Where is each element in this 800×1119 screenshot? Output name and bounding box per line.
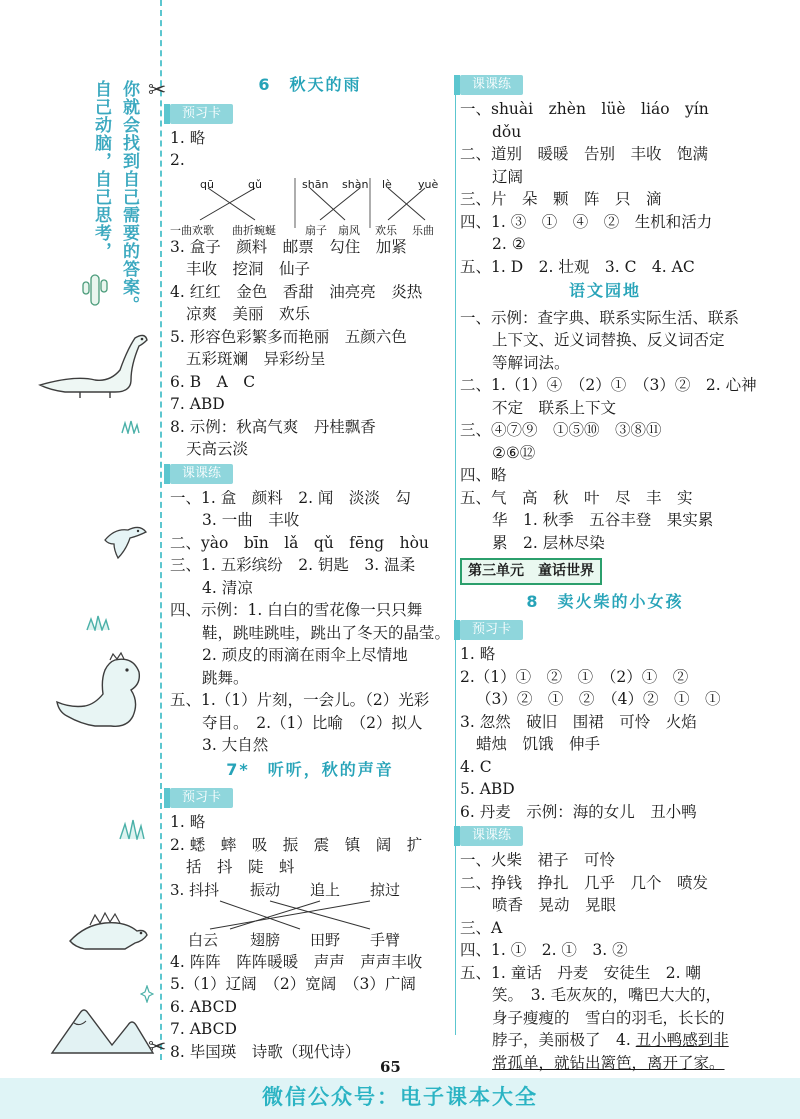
- answer-line: 一、火柴 裙子 可怜: [460, 851, 616, 869]
- pinyin-matching-exercise: [170, 174, 450, 237]
- answer-text: 脖子，美丽极了 4.: [492, 1031, 636, 1049]
- answer-line: 不定 联系上下文: [492, 398, 617, 417]
- answer-line: 五彩斑斓 异彩纷呈: [186, 350, 326, 368]
- answer-line: 天高云淡: [186, 440, 249, 458]
- answer-line: 2.: [170, 151, 185, 169]
- footer-text: 微信公众号：电子课本大全: [262, 1085, 538, 1109]
- word-option: 乐曲: [412, 223, 434, 237]
- grass-tuft-icon-3: [118, 818, 146, 840]
- answer-line: 3. 忽然 破旧 围裙 可怜 火焰: [460, 712, 697, 731]
- answer-line: [460, 1052, 750, 1075]
- answer-line: 1. 略: [170, 813, 206, 831]
- lesson-8-title: 8 卖火柴的小女孩: [526, 591, 684, 611]
- pterosaur-illustration: [100, 520, 150, 565]
- answer-line: 三、④⑦⑨ ①⑤⑩ ③⑧⑪: [460, 421, 662, 439]
- cut-line: [160, 0, 162, 1060]
- match-bottom-word: 田野: [310, 930, 341, 949]
- answer-line: 蜡烛 饥饿 伸手: [476, 735, 601, 753]
- answer-line: 4. C: [460, 757, 492, 776]
- unit-3-heading: 第三单元 童话世界: [460, 558, 602, 585]
- answer-line: 3. 大自然: [202, 736, 269, 754]
- pinyin-option: shàn: [342, 177, 369, 191]
- answer-line: 7. ABCD: [170, 1020, 237, 1038]
- answer-line: 四、1. ① 2. ① 3. ②: [460, 941, 628, 959]
- match-top-word: 掠过: [370, 880, 401, 899]
- answer-line: 5. 形容色彩繁多而艳丽 五颜六色: [170, 327, 407, 346]
- tag-preview: 预习卡: [170, 104, 233, 124]
- word-option: 一曲欢歌: [170, 223, 214, 237]
- dinosaur-longneck-illustration: [35, 330, 155, 400]
- answer-line: 华 1. 秋季 五谷丰登 果实累: [492, 511, 714, 529]
- answer-line: 三、A: [460, 918, 503, 937]
- scissors-bottom-icon: ✂: [148, 1035, 167, 1060]
- match-top-word: 3. 抖抖: [170, 880, 220, 899]
- answer-line: 3. 盒子 颜料 邮票 勾住 加紧: [170, 237, 407, 256]
- answer-line: （3）② ① ② （4）② ① ①: [476, 690, 721, 708]
- pinyin-option: lè: [382, 177, 392, 191]
- match-bottom-word: 手臂: [370, 930, 401, 949]
- answer-line: 跳舞。: [202, 668, 249, 687]
- answer-line: 累 2. 层林尽染: [492, 533, 605, 552]
- slogan-line-2: 自己动脑，自己思考，: [91, 80, 111, 260]
- answer-line: 四、1. ③ ① ④ ② 生机和活力: [460, 212, 713, 231]
- pinyin-option: yuè: [418, 177, 439, 191]
- answer-line: 6. ABCD: [170, 997, 237, 1016]
- answer-line: 等解词法。: [492, 353, 570, 372]
- answer-line: 2. 顽皮的雨滴在雨伞上尽情地: [202, 646, 408, 664]
- pinyin-option: qū: [200, 177, 214, 191]
- answer-line: 喷香 晃动 晃眼: [492, 896, 617, 914]
- answer-line: 五、气 高 秋 叶 尽 丰 实: [460, 488, 693, 507]
- grass-tuft-icon-2: [85, 615, 111, 631]
- answer-line: 6. B A C: [170, 372, 256, 391]
- answer-line: 身子瘦瘦的 雪白的羽毛，长长的: [492, 1008, 725, 1027]
- answer-line: 鞋，跳哇跳哇，跳出了冬天的晶莹。: [202, 623, 451, 642]
- tag-preview: 预习卡: [170, 788, 233, 808]
- match-top-word: 追上: [310, 880, 341, 899]
- answer-line: 丰收 挖洞 仙子: [186, 260, 311, 278]
- answer-line: 三、片 朵 颗 阵 只 滴: [460, 190, 662, 208]
- answer-line: 5. ABD: [460, 780, 515, 798]
- answer-line: 三、1. 五彩缤纷 2. 钥匙 3. 温柔: [170, 556, 416, 574]
- pinyin-option: qǔ: [248, 177, 262, 191]
- answer-line: 7. ABD: [170, 395, 225, 413]
- dinosaur-standing-illustration: [55, 650, 155, 735]
- column-divider: [455, 75, 456, 1035]
- answer-line: 2.（1）① ② ① （2）① ②: [460, 667, 689, 686]
- answer-line: 一、1. 盒 颜料 2. 闻 淡淡 勾: [170, 488, 411, 507]
- answer-line: 上下文、近义词替换、反义词否定: [492, 331, 725, 349]
- answer-line: 笑。 3. 毛灰灰的，嘴巴大大的，: [492, 986, 721, 1004]
- slogan-line-1: 你就会找到自己需要的答案。: [119, 80, 139, 314]
- answer-line: 二、挣钱 挣扎 几乎 几个 喷发: [460, 873, 709, 892]
- answer-line: dǒu: [492, 122, 522, 141]
- answer-line: 4. 清凉: [202, 578, 253, 597]
- underlined-answer: 丑小鸭感到非: [635, 1031, 729, 1049]
- answer-line: 5.（1）辽阔 （2）宽阔 （3）广阔: [170, 975, 416, 993]
- answer-line: 二、yào bīn lǎ qǔ fēng hòu: [170, 533, 429, 552]
- stegosaurus-illustration: [65, 905, 150, 955]
- lesson-6-title: 6 秋天的雨: [258, 75, 362, 94]
- tag-practice: 课课练: [170, 464, 233, 484]
- lesson-7-title: 7* 听听，秋的声音: [226, 759, 394, 779]
- scissors-top-icon: ✂: [148, 78, 167, 103]
- chinese-garden-title: 语文园地: [568, 281, 641, 300]
- answer-line: 四、略: [460, 466, 507, 484]
- answer-line: 二、1.（1）④ （2）① （3）② 2. 心神: [460, 376, 757, 394]
- answer-line: 8. 毕国瑛 诗歌（现代诗）: [170, 1042, 361, 1061]
- word-option: 扇风: [338, 223, 360, 237]
- cactus-illustration: [80, 270, 110, 310]
- match-bottom-word: 翅膀: [250, 930, 281, 949]
- tag-preview: 预习卡: [460, 620, 523, 640]
- page-number: 65: [380, 1058, 401, 1076]
- answer-line: 6. 丹麦 示例：海的女儿 丑小鸭: [460, 802, 697, 821]
- answer-line: 辽阔: [492, 167, 524, 186]
- word-matching-exercise: [170, 879, 450, 951]
- answer-line: [460, 1029, 750, 1052]
- answer-line: 4. 红红 金色 香甜 油亮亮 炎热: [170, 282, 423, 301]
- match-bottom-word: 白云: [188, 930, 219, 949]
- answer-line: 五、1. D 2. 壮观 3. C 4. AC: [460, 257, 695, 276]
- answer-line: 一、shuài zhèn lüè liáo yín: [460, 100, 709, 118]
- answer-line: 凉爽 美丽 欢乐: [186, 305, 311, 323]
- mountains-illustration: [50, 995, 155, 1055]
- answer-line: 二、道别 暖暖 告别 丰收 饱满: [460, 145, 709, 163]
- pinyin-option: shān: [302, 177, 329, 191]
- answer-line: 8. 示例：秋高气爽 丹桂飘香: [170, 417, 376, 436]
- answer-line: ②⑥⑫: [492, 443, 536, 462]
- answer-line: 2. 蟋 蟀 吸 振 震 镇 阔 扩: [170, 835, 423, 854]
- answer-line: 四、示例：1. 白白的雪花像一只只舞: [170, 601, 423, 619]
- answer-line: 五、1.（1）片刻，一会儿。（2）光彩: [170, 691, 430, 709]
- answer-line: 2. ②: [492, 235, 526, 253]
- answer-line: 3. 一曲 丰收: [202, 511, 300, 529]
- right-column: [460, 72, 757, 1074]
- answer-line: 4. 阵阵 阵阵暖暖 声声 声声丰收: [170, 952, 423, 971]
- word-option: 扇子: [305, 223, 327, 237]
- match-top-word: 振动: [250, 880, 281, 899]
- tag-practice: 课课练: [460, 75, 523, 95]
- word-option: 欢乐: [375, 223, 397, 237]
- answer-line: 一、示例：查字典、联系实际生活、联系: [460, 308, 740, 327]
- grass-tuft-icon: [120, 420, 140, 434]
- word-option: 曲折蜿蜒: [232, 223, 276, 237]
- answer-line: 五、1. 童话 丹麦 安徒生 2. 嘲: [460, 963, 701, 982]
- answer-line: 1. 略: [460, 645, 496, 663]
- answer-line: 夺目。 2.（1）比喻 （2）拟人: [202, 713, 423, 732]
- answer-line: 括 抖 陡 蚪: [186, 858, 295, 876]
- underlined-answer: 常孤单，就钻出篱笆，离开了家。: [492, 1053, 725, 1072]
- answer-line: 1. 略: [170, 128, 206, 147]
- tag-practice: 课课练: [460, 826, 523, 846]
- left-column: [170, 72, 450, 1063]
